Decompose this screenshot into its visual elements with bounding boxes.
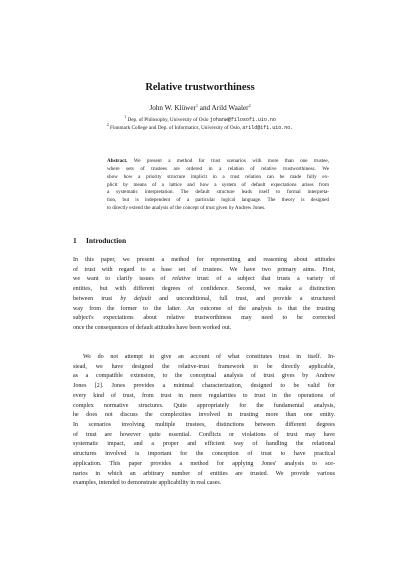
paragraph bbox=[73, 256, 335, 334]
abstract-line bbox=[107, 158, 329, 166]
text-run: trust: of a subject that trusts a variety of bbox=[190, 276, 335, 283]
author-affiliation-mark: 2 bbox=[248, 103, 251, 108]
section-title: Introduction bbox=[86, 236, 127, 245]
abstract-line: where sets of trustees are ordered in a relation of relative trustworthiness. We bbox=[107, 165, 329, 172]
paragraph-line: complex normative structures. Quite appropriately for the fundamental analysis, bbox=[73, 402, 335, 409]
paragraph-line: Jones [2]. Jones provides a minimal characterization, designed to be valid for bbox=[73, 383, 335, 390]
text-run: we want to clarify issues of bbox=[73, 276, 173, 283]
paragraph-line: stead, we have designed the relative-trust framework to be directly applicable, bbox=[73, 363, 335, 370]
paragraph-line: structures involved is important for the conception of trust to have practical bbox=[73, 451, 335, 458]
paragraph-line: application. This paper provides a method for applying Jones' analysis to sce- bbox=[73, 460, 335, 467]
affiliation-text: Finnmark College and Dep. of Informatics, University of Oslo, bbox=[110, 125, 241, 131]
paper-title: Relative trustworthiness bbox=[145, 82, 255, 93]
paragraph-line: subject's expectations about relative trustworthiness may need to be corrected bbox=[73, 315, 335, 322]
paragraph-line: entities, but with different degrees of confidence. Second, we make a distinction bbox=[73, 286, 335, 293]
paragraph-line: narios in which an arbitrary number of entities are trusted. We provide various bbox=[73, 470, 335, 477]
paragraph bbox=[73, 353, 335, 489]
author-name: Arild Waaler bbox=[211, 104, 249, 112]
author-line bbox=[0, 104, 400, 112]
abstract bbox=[107, 158, 329, 213]
paragraph-line bbox=[73, 295, 335, 305]
paragraph-line: In scenarios involving multiple trustees, distinctions between different degrees bbox=[73, 422, 335, 429]
author-name: John W. Klüwer bbox=[149, 104, 196, 112]
text-run: between trust bbox=[73, 295, 121, 302]
abstract-line: tion, but is independent of a particular logical language. The theory is designed bbox=[107, 197, 329, 204]
paragraph-line bbox=[73, 275, 335, 285]
paragraph-line: as a compatible extension, to the conceptual analysis of trust gives by Andrew bbox=[73, 373, 335, 380]
abstract-line: plicit by means of a lattice and how a system of default expectations arises from bbox=[107, 181, 329, 188]
affiliation-text: Dep. of Philosophy, University of Oslo bbox=[127, 117, 209, 123]
abstract-text: We present a method for trust scenarios with more than one trustee, bbox=[133, 158, 329, 164]
paragraph-line: We do not attempt to give an account of what constitutes trust in itself. In- bbox=[83, 354, 335, 360]
section-heading bbox=[73, 236, 126, 245]
affiliation-email: johanw@filosofi.uio.no bbox=[209, 117, 276, 123]
abstract-line: show how a priority structure implicit in a trust relation can be made fully ex- bbox=[107, 173, 329, 180]
abstract-label: Abstract. bbox=[107, 158, 128, 164]
abstract-line: to directly extend the analysis of the concept of trust given by Andrew Jones. bbox=[107, 205, 266, 212]
paragraph-line: of trust are however quite essential. Conflicts or violations of trust may have bbox=[73, 431, 335, 438]
affiliation-email: arild@ifi.uio.no. bbox=[242, 125, 294, 131]
affiliation-mark: 1 bbox=[124, 114, 127, 119]
author-separator: and bbox=[197, 104, 212, 112]
paragraph-line: he does not discuss the complexities involved in trusting more than one entity. bbox=[73, 412, 335, 419]
abstract-line: a systematic interpretation. The default structure leads itself to formal interpreta- bbox=[107, 189, 329, 196]
paragraph-line: of trust with regard to a base set of trustees. We have two primary aims. First, bbox=[73, 266, 335, 273]
section-number: 1 bbox=[73, 236, 77, 245]
emphasis: relative bbox=[172, 276, 191, 283]
text-run: and unconditional, full trust, and provide a structured bbox=[151, 295, 336, 302]
paragraph-line: way from the former to the latter. An outcome of the analysis is that the trusting bbox=[73, 305, 335, 312]
author-affiliation-mark: 1 bbox=[195, 103, 198, 108]
emphasis: by default bbox=[120, 295, 152, 302]
paragraph-line: every kind of trust, from trust in mere regularities to trust in the operations of bbox=[73, 392, 335, 399]
paragraph-line: once the consequences of default attitudes have been worked out. bbox=[73, 325, 232, 332]
paragraph-line: examples, intended to demonstrate applicability in real cases. bbox=[73, 480, 222, 487]
affiliation bbox=[0, 122, 400, 132]
affiliation bbox=[0, 114, 400, 124]
affiliation-mark: 2 bbox=[106, 122, 109, 127]
paragraph-line: systematic impact, and a proper and efficient way of handling the relational bbox=[73, 441, 335, 448]
paragraph-line: In this paper, we present a method for representing and reasoning about attitudes bbox=[73, 257, 335, 263]
